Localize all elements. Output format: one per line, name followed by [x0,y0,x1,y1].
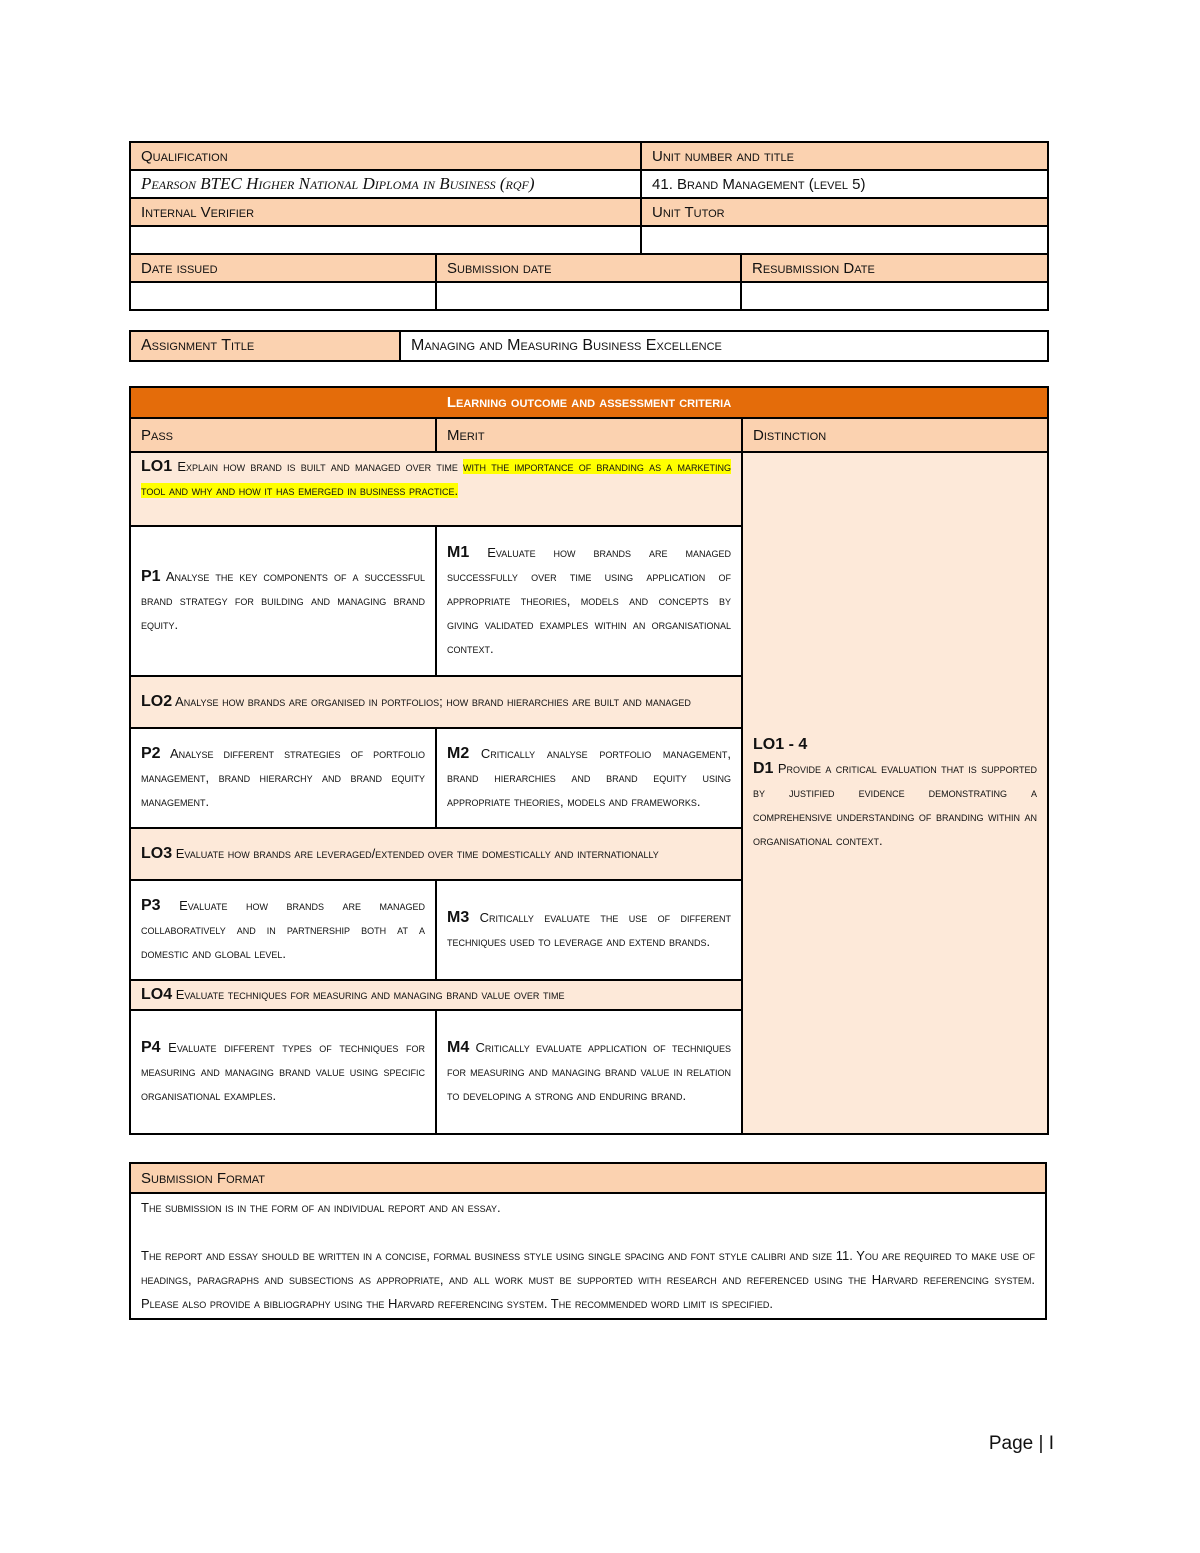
submission-date-field[interactable] [436,282,741,310]
distinction-cell [742,452,1048,1134]
assignment-title-value: Managing and Measuring Business Excellence [400,331,1048,361]
header-table [129,141,1049,311]
assignment-title-label: Assignment Title [130,331,400,361]
lo3-text: Evaluate how brands are leveraged/extended over time domestically and internationally [175,846,659,861]
m4-code: M4 [447,1039,470,1056]
tutor-field[interactable] [641,226,1048,254]
lo2-code: LO2 [141,693,173,710]
m2-text: Critically analyse portfolio management, brand hierarchies and brand equity using appropriate theories, models and frameworks. [447,746,731,809]
unit-value: 41. Brand Management (level 5) [641,170,1048,198]
criteria-table [129,386,1049,1135]
submission-para-1: The submission is in the form of an individual report and an essay. [141,1200,501,1215]
criteria-heading: Learning outcome and assessment criteria [130,387,1048,418]
m4-text: Critically evaluate application of techniques for measuring and managing brand value in relation to developing a strong and enduring brand. [447,1040,731,1103]
lo1-text: Explain how brand is built and managed over time [177,459,458,474]
lo3-code: LO3 [141,845,173,862]
m4-cell [436,1010,742,1134]
pass-header: Pass [130,418,436,452]
m2-cell [436,728,742,828]
p2-code: P2 [141,745,161,762]
p4-cell [130,1010,436,1134]
submission-format-body [130,1193,1046,1319]
m3-text: Critically evaluate the use of different techniques used to leverage and extend brands. [447,910,731,949]
p2-cell [130,728,436,828]
m2-code: M2 [447,745,470,762]
submission-format-table [129,1162,1047,1320]
lo1-code: LO1 [141,458,173,475]
distinction-header: Distinction [742,418,1048,452]
tutor-label: Unit Tutor [641,198,1048,226]
resubmission-date-label: Resubmission Date [741,254,1048,282]
p1-code: P1 [141,568,161,585]
lo4-row [130,980,742,1010]
lo2-text: Analyse how brands are organised in portfolios; how brand hierarchies are built and managed [175,694,691,709]
lo1-row [130,452,742,526]
lo4-code: LO4 [141,986,173,1003]
page-number: Page | I [988,1433,1054,1454]
submission-date-label: Submission date [436,254,741,282]
lo2-row [130,676,742,728]
d1-code: D1 [753,760,774,777]
merit-header: Merit [436,418,742,452]
m1-cell [436,526,742,676]
verifier-field[interactable] [130,226,641,254]
p1-cell [130,526,436,676]
lo3-row [130,828,742,880]
submission-para-2: The report and essay should be written in a concise, formal business style using single spacing and font style calibri and size 11. You are required to make use of headings, paragraphs and subsections as appropriate, and all work must be supported with research and referenced using the Harvard referencing system. Please also provide a bibliography using the Harvard referencing system. The recommended word limit is specified. [141,1248,1035,1311]
p3-cell [130,880,436,980]
assignment-title-table [129,330,1049,362]
m3-cell [436,880,742,980]
lo4-text: Evaluate techniques for measuring and managing brand value over time [175,987,565,1002]
m1-text: Evaluate how brands are managed successfully over time using application of appropriate theories, models and concepts by giving validated examples within an organisational context. [447,545,731,656]
unit-label: Unit number and title [641,142,1048,170]
qualification-label: Qualification [130,142,641,170]
p4-text: Evaluate different types of techniques for measuring and managing brand value using specific organisational examples. [141,1040,425,1103]
submission-format-label: Submission Format [130,1163,1046,1193]
p1-text: Analyse the key components of a successful brand strategy for building and managing brand equity. [141,569,425,632]
qualification-value: Pearson BTEC Higher National Diploma in Business (rqf) [130,170,641,198]
p3-code: P3 [141,897,161,914]
d1-text: Provide a critical evaluation that is supported by justified evidence demonstrating a comprehensive understanding of branding within an organisational context. [753,761,1038,848]
p2-text: Analyse different strategies of portfolio management, brand hierarchy and brand equity management. [141,746,425,809]
date-issued-field[interactable] [130,282,436,310]
lo1-highlight: with the importance of branding as a marketing tool and why and how it has emerged in business practice. [141,459,731,498]
m1-code: M1 [447,544,470,561]
p4-code: P4 [141,1039,161,1056]
date-issued-label: Date issued [130,254,436,282]
verifier-label: Internal Verifier [130,198,641,226]
resubmission-date-field[interactable] [741,282,1048,310]
d-range: LO1 - 4 [753,736,808,753]
p3-text: Evaluate how brands are managed collaboratively and in partnership both at a domestic and global level. [141,898,425,961]
m3-code: M3 [447,909,470,926]
